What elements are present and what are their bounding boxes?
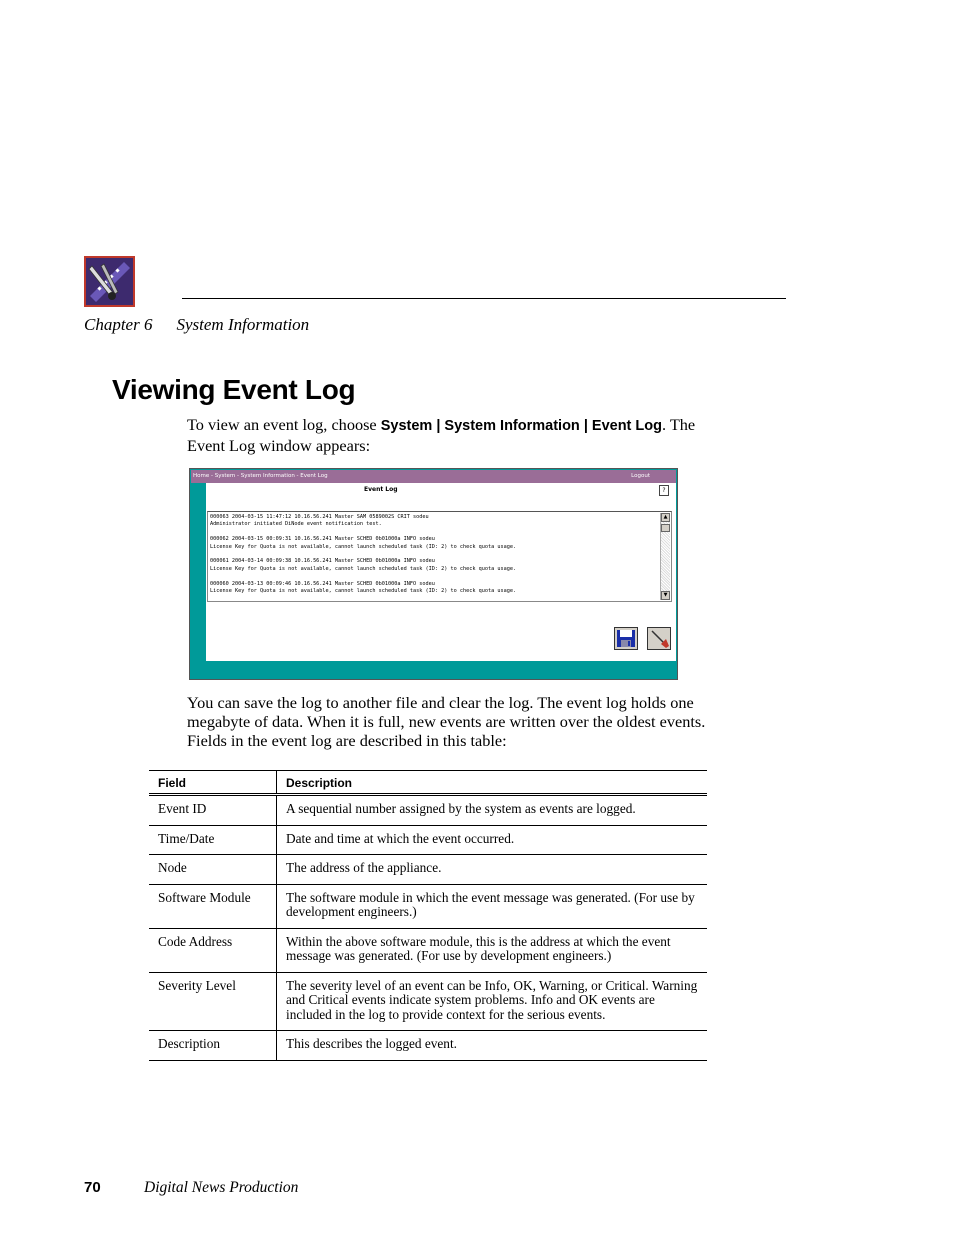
field-name: Description xyxy=(149,1031,277,1060)
table-row xyxy=(149,855,707,885)
log-entry xyxy=(210,581,658,596)
field-description: Within the above software module, this is the address at which the event message was generated. (For use by development engineers.) xyxy=(286,933,671,963)
event-log-screenshot xyxy=(189,468,678,680)
table-row xyxy=(149,929,707,973)
logout-link[interactable]: Logout xyxy=(631,473,650,479)
column-header-description: Description xyxy=(286,776,353,790)
scroll-up-arrow-icon[interactable]: ▲ xyxy=(661,513,670,522)
intro-paragraph xyxy=(187,415,732,455)
log-entry-header: 000061 2004-03-14 00:09:38 10.16.56.241 Master SCHED 0b01000a INFO sodeu xyxy=(210,558,435,565)
help-button[interactable]: ? xyxy=(659,485,669,496)
window-title: Event Log xyxy=(364,486,398,493)
page-number: 70 xyxy=(84,1179,101,1196)
log-entries xyxy=(210,514,658,603)
field-description: The software module in which the event message was generated. (For use by development engineers.) xyxy=(286,889,695,919)
field-name: Severity Level xyxy=(149,973,277,1031)
floppy-disk-icon[interactable] xyxy=(614,627,638,650)
field-name: Time/Date xyxy=(149,826,277,855)
menu-path: System | System Information | Event Log xyxy=(380,418,662,434)
table-header-row xyxy=(149,770,707,796)
scroll-thumb[interactable] xyxy=(661,524,670,532)
field-description: This describes the logged event. xyxy=(286,1036,457,1051)
body-paragraph: You can save the log to another file and clear the log. The event log holds one megabyte of data. When it is full, new events are written over the oldest events. Fields in the event log are described in this table: xyxy=(187,693,706,750)
scrollbar[interactable] xyxy=(660,513,670,600)
field-description: The severity level of an event can be Info, OK, Warning, or Critical. Warning and Critical events indicate system problems. Info and OK events are included in the log to provide context for the serious events. xyxy=(286,977,698,1022)
table-row xyxy=(149,826,707,856)
section-label: System Information xyxy=(176,315,310,334)
field-name: Software Module xyxy=(149,885,277,928)
event-log-panel xyxy=(206,483,676,661)
section-heading: Viewing Event Log xyxy=(112,374,356,405)
chapter-header xyxy=(84,315,309,335)
log-entry-message: Administrator initiated DiNode event notification test. xyxy=(210,521,382,528)
log-entry-header: 000062 2004-03-15 00:09:31 10.16.56.241 Master SCHED 0b01000a INFO sodeu xyxy=(210,536,435,543)
log-entry-header: 000063 2004-03-15 11:47:12 10.16.56.241 Master SAM 0589002S CRIT sodeu xyxy=(210,514,429,520)
intro-text: To view an event log, choose xyxy=(187,415,381,434)
field-description: A sequential number assigned by the system as events are logged. xyxy=(286,801,636,816)
table-row xyxy=(149,973,707,1032)
table-row xyxy=(149,885,707,929)
table-row xyxy=(149,1031,707,1061)
broom-icon[interactable] xyxy=(647,627,671,650)
log-entry-message: License Key for Quota is not available, cannot launch scheduled task (ID: 2) to check quota usage. xyxy=(210,543,517,550)
log-entry xyxy=(210,558,658,573)
title-bar xyxy=(191,470,676,483)
log-entry-message: License Key for Quota is not available, cannot launch scheduled task (ID: 2) to check quota usage. xyxy=(210,588,517,595)
breadcrumb[interactable]: Home - System - System Information - Event Log xyxy=(193,473,328,479)
log-entry-header: 000060 2004-03-13 00:09:46 10.16.56.241 Master SCHED 0b01000a INFO sodeu xyxy=(210,580,435,587)
log-entry xyxy=(210,536,658,551)
log-entry xyxy=(210,514,658,529)
log-entry-message: License Key for Quota is not available, cannot launch scheduled task (ID: 2) to check quota usage. xyxy=(210,565,517,572)
table-row xyxy=(149,796,707,826)
intro-text-end: . The Event Log window appears: xyxy=(187,415,696,455)
scroll-down-arrow-icon[interactable]: ▼ xyxy=(661,591,670,600)
chapter-label: Chapter 6 xyxy=(84,315,153,334)
field-name: Code Address xyxy=(149,929,277,972)
field-description: The address of the appliance. xyxy=(286,860,442,875)
field-description: Date and time at which the event occurred. xyxy=(286,830,515,846)
event-log-list[interactable] xyxy=(207,511,672,602)
book-title: Digital News Production xyxy=(144,1179,299,1196)
header-rule xyxy=(182,298,786,299)
product-logo-icon xyxy=(84,256,135,307)
fields-table xyxy=(149,770,707,1061)
column-header-field: Field xyxy=(149,771,277,793)
field-name: Node xyxy=(149,855,277,884)
field-name: Event ID xyxy=(149,796,277,825)
